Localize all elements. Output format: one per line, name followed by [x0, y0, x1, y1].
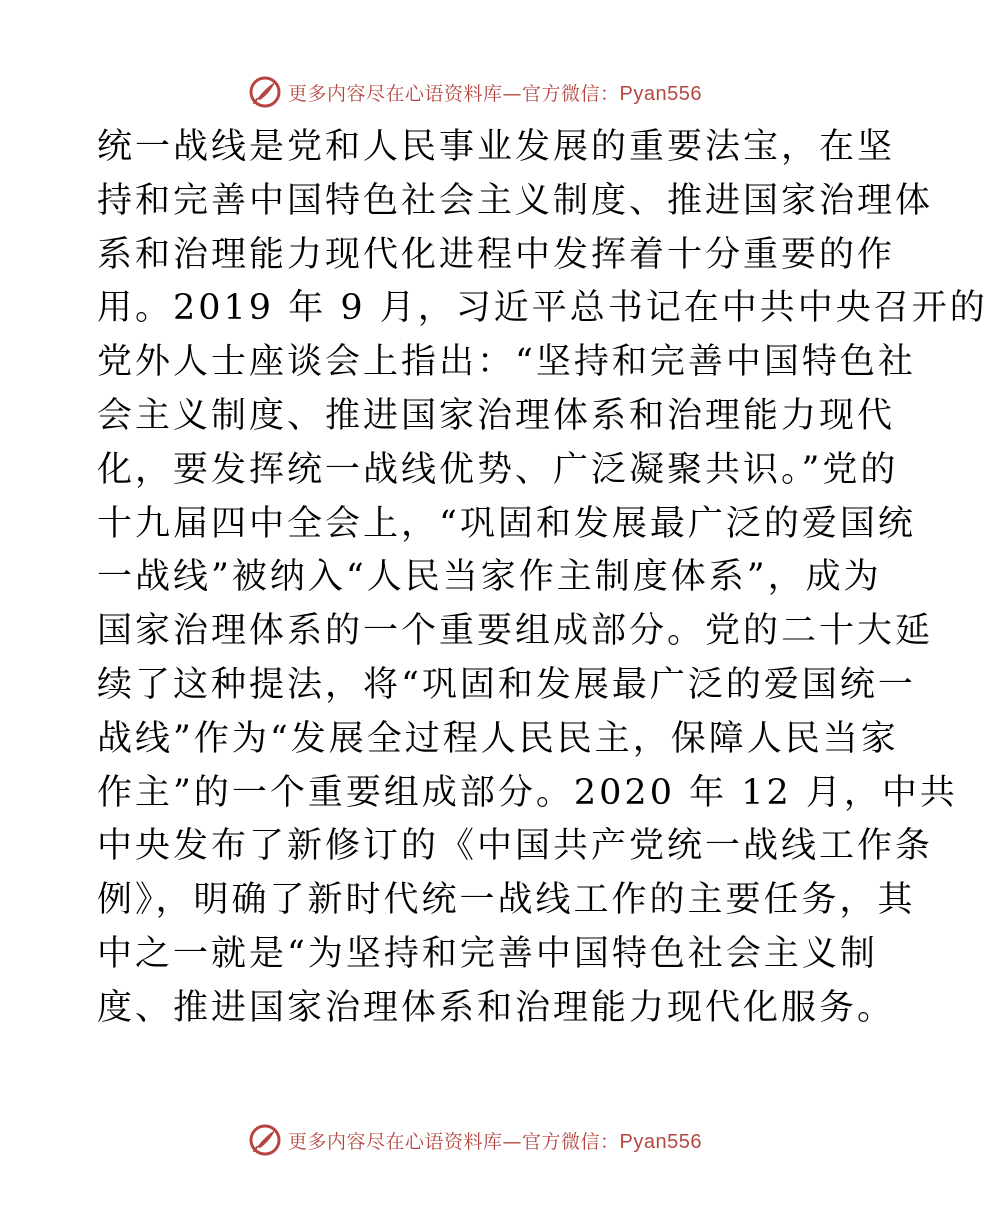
- text-line: 度、推进国家治理体系和治理能力现代化服务。: [97, 987, 896, 1028]
- article-body: [97, 121, 988, 1036]
- text-line: 一战线”被纳入“人民当家作主制度体系”，成为: [97, 557, 882, 598]
- text-line: 化，要发挥统一战线优势、广泛凝聚共识。”党的: [97, 449, 899, 490]
- quill-seal-icon: [248, 75, 282, 109]
- text-line: 中央发布了新修订的《中国共产党统一战线工作条: [97, 826, 934, 867]
- text-line: 用。2019 年 9 月，习近平总书记在中共中央召开的: [97, 288, 988, 329]
- header-watermark: [0, 72, 950, 112]
- watermark-account: Pyan556: [619, 82, 702, 105]
- watermark-text: 更多内容尽在心语资料库—官方微信：Pyan556: [288, 82, 702, 105]
- text-line: 战线”作为“发展全过程人民民主，保障人民当家: [97, 718, 899, 759]
- text-line: 会主义制度、推进国家治理体系和治理能力现代: [97, 395, 896, 436]
- quill-seal-icon: [248, 1123, 282, 1157]
- watermark-text: 更多内容尽在心语资料库—官方微信：Pyan556: [288, 1130, 702, 1153]
- text-line: 系和治理能力现代化进程中发挥着十分重要的作: [97, 234, 896, 275]
- text-line: 中之一就是“为坚持和完善中国特色社会主义制: [97, 933, 878, 974]
- text-line: 续了这种提法，将“巩固和发展最广泛的爱国统一: [97, 664, 916, 705]
- text-line: 党外人士座谈会上指出：“坚持和完善中国特色社: [97, 342, 916, 383]
- text-line: 十九届四中全会上，“巩固和发展最广泛的爱国统: [97, 503, 916, 544]
- text-line: 持和完善中国特色社会主义制度、推进国家治理体: [97, 180, 934, 221]
- text-line: 统一战线是党和人民事业发展的重要法宝，在坚: [97, 127, 896, 167]
- text-line: 例》，明确了新时代统一战线工作的主要任务，其: [97, 880, 916, 921]
- text-line: 国家治理体系的一个重要组成部分。党的二十大延: [97, 611, 934, 652]
- watermark-account: Pyan556: [619, 1130, 702, 1153]
- text-line: 作主”的一个重要组成部分。2020 年 12 月，中共: [97, 772, 958, 813]
- footer-watermark: [0, 1120, 950, 1160]
